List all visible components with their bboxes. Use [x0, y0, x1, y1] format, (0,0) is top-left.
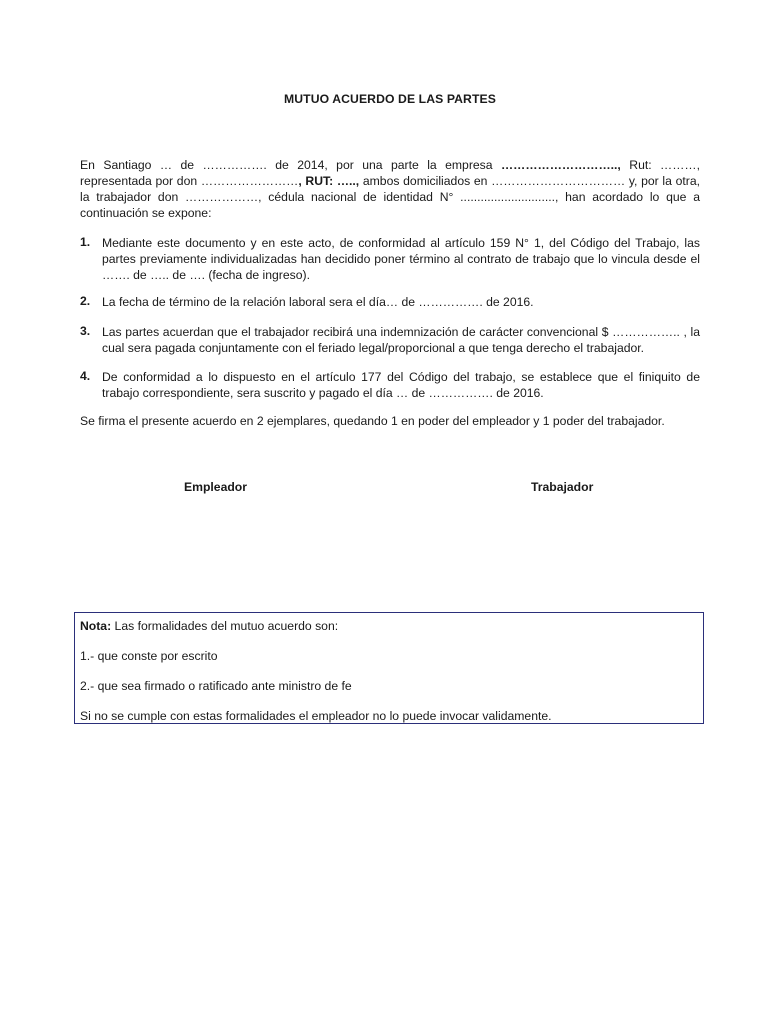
document-title: MUTUO ACUERDO DE LAS PARTES	[284, 92, 496, 106]
clause-number: 3.	[80, 324, 91, 338]
clause-number: 1.	[80, 235, 91, 249]
clause-number: 2.	[80, 294, 91, 308]
rut-label: , RUT: …..,	[298, 174, 360, 188]
clause-text: La fecha de término de la relación laboral sera el día… de ……………. de 2016.	[102, 295, 534, 309]
note-heading-text: Las formalidades del mutuo acuerdo son:	[111, 619, 339, 633]
intro-paragraph	[80, 157, 700, 221]
intro-text-part1: En Santiago … de ……………. de 2014, por una parte la empresa	[80, 158, 501, 172]
employer-signature-label: Empleador	[184, 480, 247, 494]
clause-number: 4.	[80, 369, 91, 383]
clause-text: De conformidad a lo dispuesto en el artículo 177 del Código del trabajo, se establece que el finiquito de trabajo correspondiente, sera suscrito y pagado el día … de ……………. de 2016.	[102, 370, 700, 400]
intro-text-part2: Rut: ………, representada por don ……………………	[80, 158, 700, 188]
note-heading	[80, 618, 338, 634]
clause-item	[80, 294, 700, 310]
note-footer: Si no se cumple con estas formalidades el empleador no lo puede invocar validamente.	[80, 709, 552, 723]
note-box	[74, 612, 704, 724]
note-point-1: 1.- que conste por escrito	[80, 649, 218, 663]
intro-text-part3: ambos domiciliados en …………………………… y, por la otra, la trabajador don ………………, cédula nacional de identidad N° ............................, han acordado lo que a continuación se expone:	[80, 174, 700, 220]
closing-statement: Se firma el presente acuerdo en 2 ejemplares, quedando 1 en poder del empleador y 1 poder del trabajador.	[80, 414, 665, 428]
note-point-2: 2.- que sea firmado o ratificado ante ministro de fe	[80, 679, 352, 693]
clause-text: Mediante este documento y en este acto, de conformidad al artículo 159 N° 1, del Código del Trabajo, las partes previamente individualizadas han decidido poner término al contrato de trabajo que lo vincula desde el ……. de ….. de …. (fecha de ingreso).	[102, 236, 700, 282]
clause-item	[80, 369, 700, 401]
company-name-blank: ………………………..,	[500, 158, 621, 172]
worker-signature-label: Trabajador	[531, 480, 594, 494]
clause-item	[80, 235, 700, 283]
clause-text: Las partes acuerdan que el trabajador recibirá una indemnización de carácter convencional $ …………….. , la cual sera pagada conjuntamente con el feriado legal/proporcional a que tenga derecho el trabajador.	[102, 325, 700, 355]
clause-item	[80, 324, 700, 356]
note-label: Nota:	[80, 619, 112, 633]
